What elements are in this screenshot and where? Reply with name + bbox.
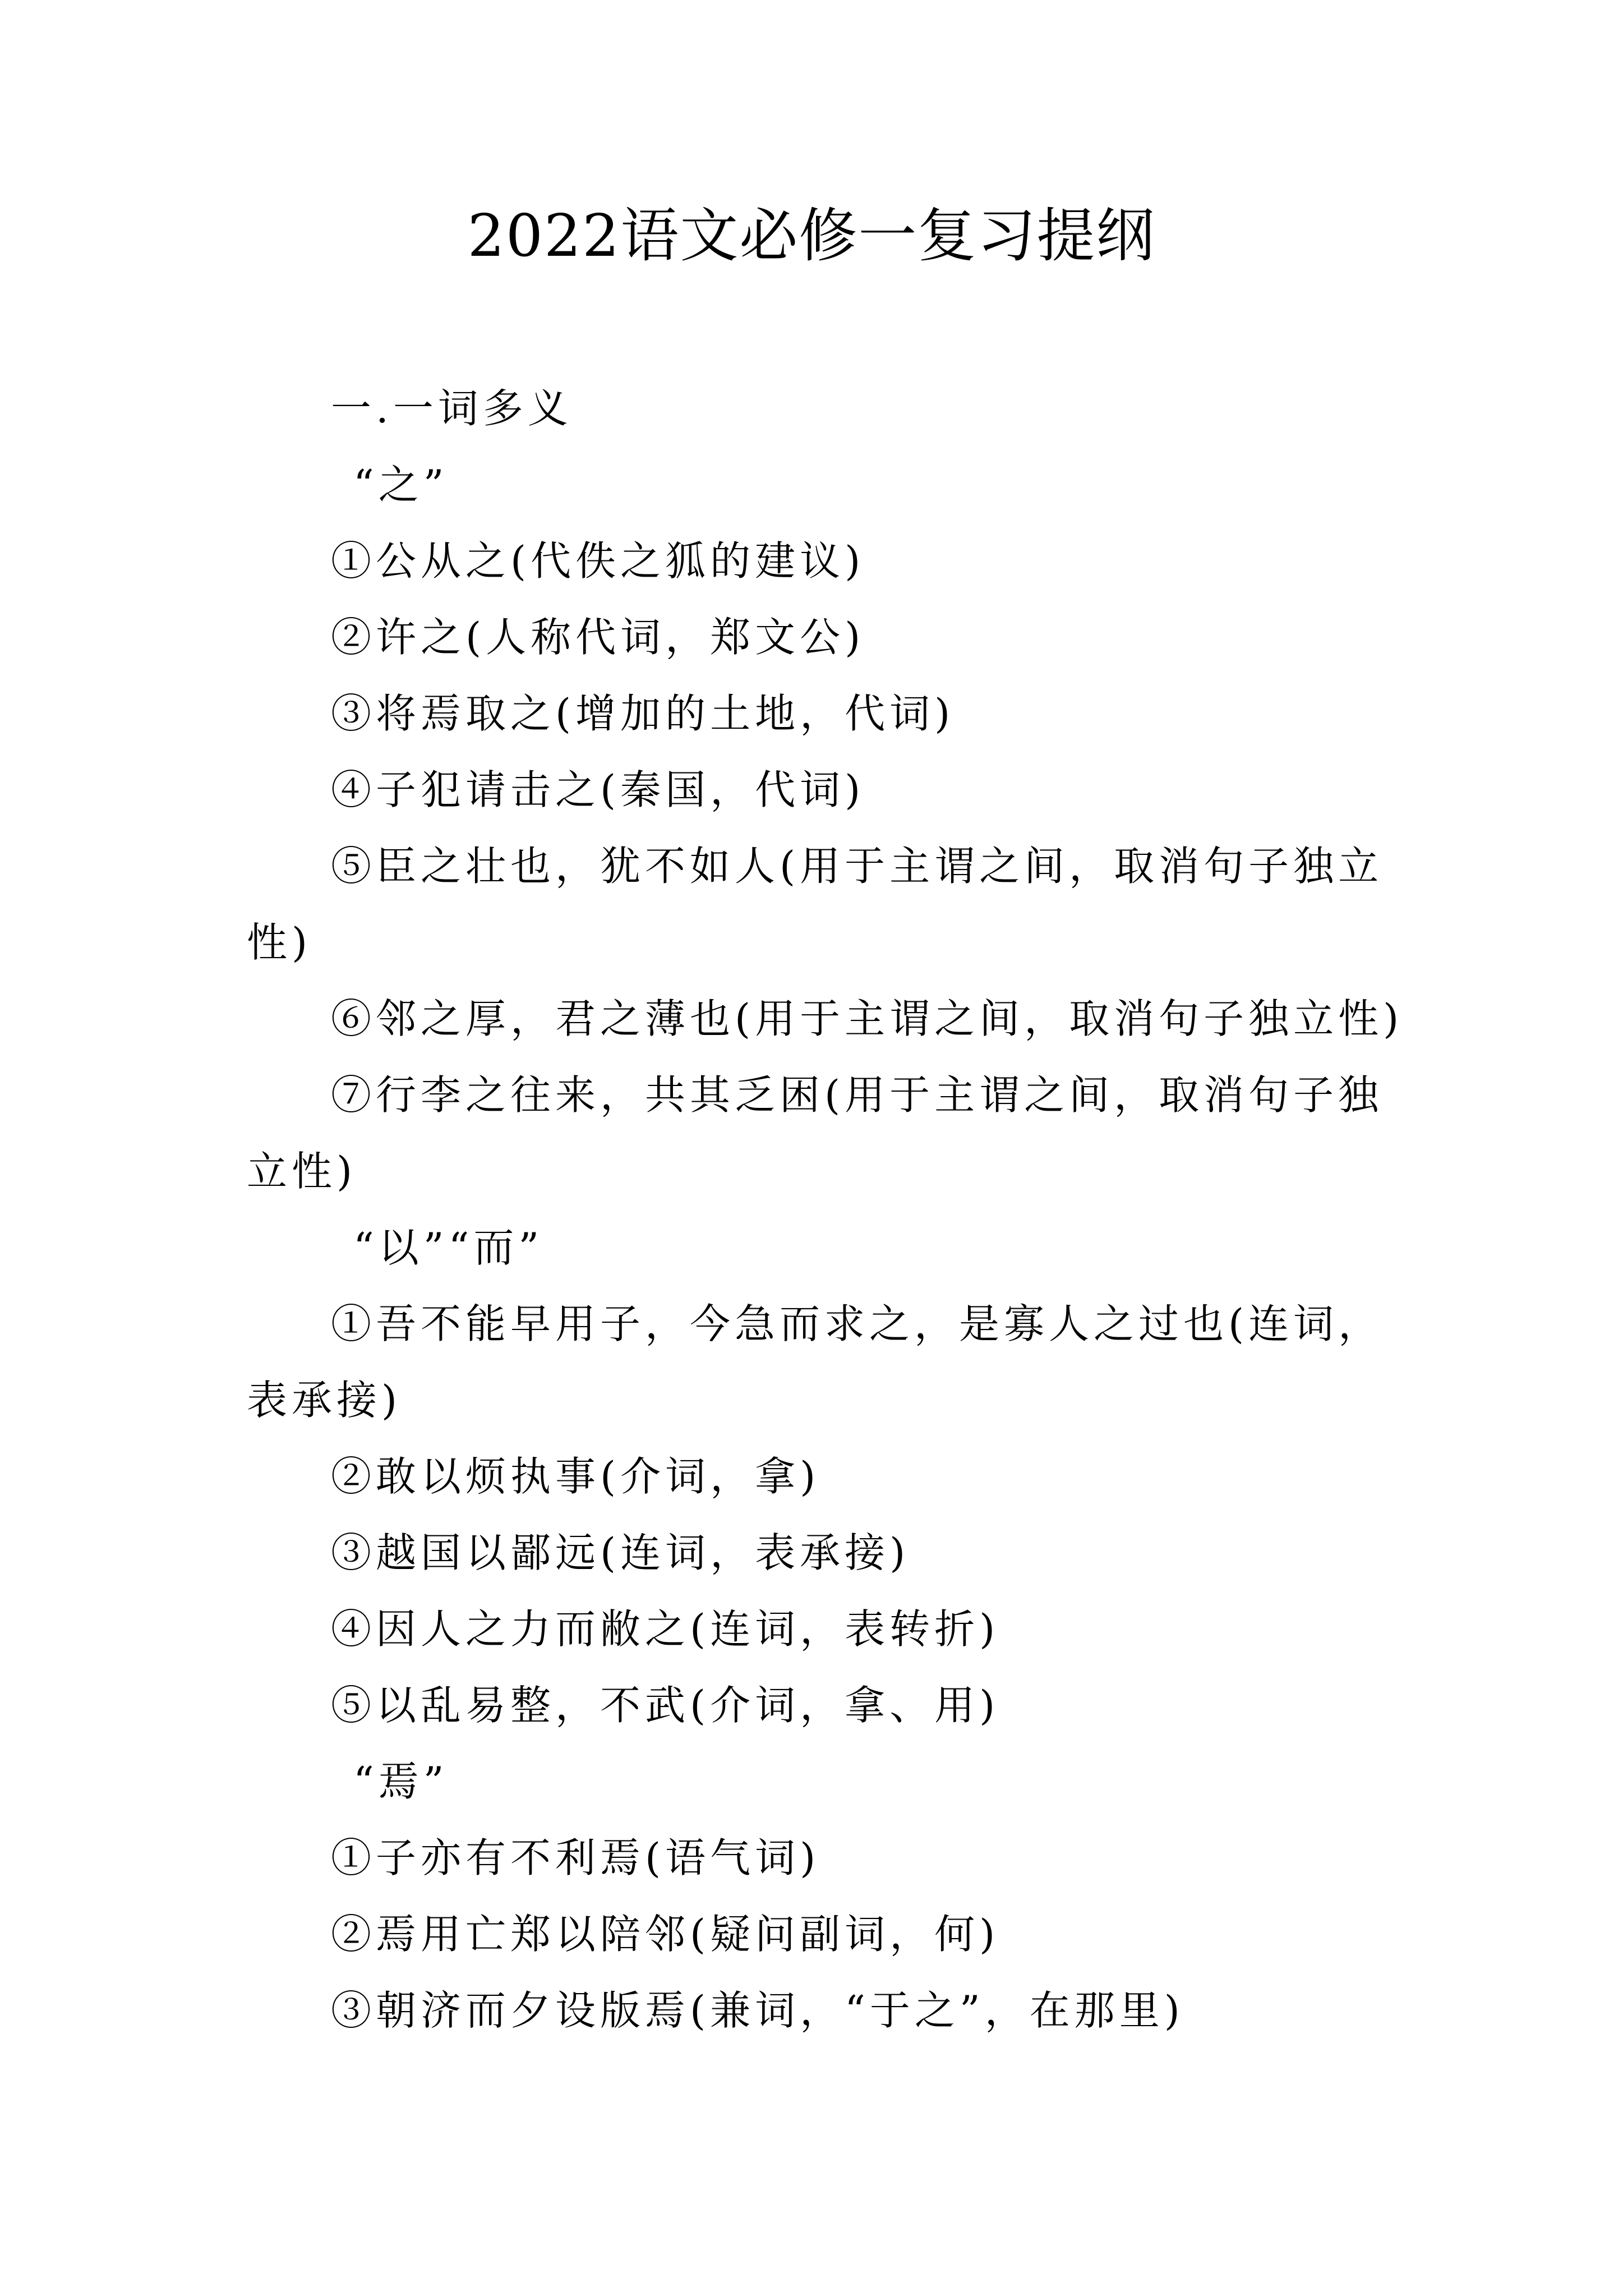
document-body [247,370,1404,2049]
body-line: ②许之(人称代词，郑文公) [331,614,865,661]
body-line: ⑤以乱易整，不武(介词，拿、用) [331,1682,1000,1729]
body-line: ②焉用亡郑以陪邻(疑问副词，何) [331,1911,1000,1958]
body-line: ⑥邻之厚，君之薄也(用于主谓之间，取消句子独立性) [331,995,1404,1042]
body-line-continuation: 表承接) [247,1377,402,1424]
body-line: ①吾不能早用子，今急而求之，是寡人之过也(连词， [331,1300,1384,1347]
body-line: ②敢以烦执事(介词，拿) [331,1453,820,1500]
body-line-continuation: 立性) [247,1148,357,1195]
word-heading: “以”“而” [353,1224,544,1271]
section-heading: 一.一词多义 [331,385,573,432]
word-heading: “焉” [353,1758,449,1805]
document-title: 2022语文必修一复习提纲 [467,201,1156,270]
body-line: ④因人之力而敝之(连词，表转折) [331,1605,1000,1653]
word-heading: “之” [353,461,449,508]
body-line: ①公从之(代佚之狐的建议) [331,537,865,585]
body-line: ⑤臣之壮也，犹不如人(用于主谓之间，取消句子独立 [331,843,1384,890]
body-line: ⑦行李之往来，共其乏困(用于主谓之间，取消句子独 [331,1071,1384,1119]
body-line: ③将焉取之(增加的土地，代词) [331,690,955,737]
body-line: ④子犯请击之(秦国，代词) [331,766,865,813]
body-line: ③越国以鄙远(连词，表承接) [331,1529,910,1576]
body-line: ①子亦有不利焉(语气词) [331,1834,820,1881]
body-line-continuation: 性) [247,919,312,966]
body-line: ③朝济而夕设版焉(兼词，“于之”，在那里) [331,1987,1184,2034]
